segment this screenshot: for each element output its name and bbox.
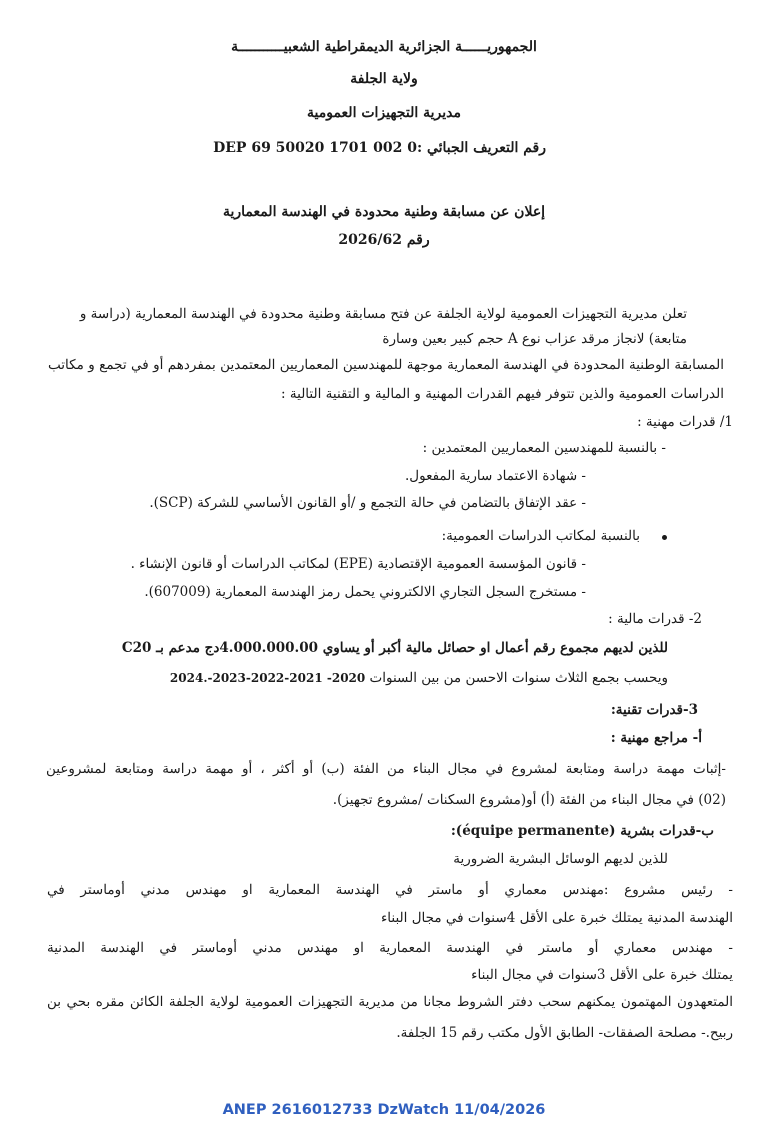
anep-reference: ANEP 2616012733 DzWatch 11/04/2026 xyxy=(222,1102,546,1118)
closing-line-1: المتعهدون المهتمون يمكنهم سحب دفتر الشروط مجانا من مديرية التجهيزات العمومية لولاية الجلفة الكائن مقره بحي بن xyxy=(47,994,733,1010)
intro-line-1: تعلن مديرية التجهيزات العمومية لولاية الجلفة عن فتح مسابقة وطنية محدودة في الهندسة المعمارية (دراسة و xyxy=(79,306,687,322)
professional-references-title: أ- مراجع مهنية : xyxy=(610,730,702,746)
project-head-line-1: - رئيس مشروع :مهندس معماري أو ماستر في الهندسة المعمارية او مهندس مدني أوماستر في xyxy=(47,882,733,898)
project-head-line-2: الهندسة المدنية يمتلك خبرة على الأقل 4سنوات في مجال البناء xyxy=(380,910,733,926)
tax-id: رقم التعريف الجبائي :DEP 69 50020 1701 002 0 xyxy=(213,140,546,156)
announcement-number: رقم 2026/62 xyxy=(338,232,430,248)
engineer-line-2: يمتلك خبرة على الأقل 3سنوات في مجال البناء xyxy=(471,967,733,983)
references-line-1: -إثبات مهمة دراسة ومتابعة لمشروع في مجال البناء من الفئة (ب) أو أكثر ، أو مهمة دراسة ومتابعة لمشروعين xyxy=(46,761,726,777)
intro-line-3: المسابقة الوطنية المحدودة في الهندسة المعمارية موجهة للمهندسين المعماريين المعتمدين بمفردهم أو في تجمع و مكاتب xyxy=(48,357,724,373)
wilaya-heading: ولاية الجلفة xyxy=(350,71,418,87)
partnership-agreement: - عقد الإتفاق بالتضامن في حالة التجمع و /أو القانون الأساسي للشركة (SCP). xyxy=(149,495,586,511)
financial-capacity-line-2 xyxy=(170,669,668,687)
references-line-2: (02) في مجال البناء من الفئة (أ) أو(مشروع السكنات /مشروع تجهيز). xyxy=(332,792,726,808)
directorate-heading: مديرية التجهيزات العمومية xyxy=(307,105,461,121)
human-capacity-title: ب-قدرات بشرية (équipe permanente): xyxy=(450,823,714,839)
public-offices-label: بالنسبة لمكاتب الدراسات العمومية: xyxy=(441,528,640,544)
approval-certificate: - شهادة الاعتماد سارية المفعول. xyxy=(405,468,586,484)
announcement-title: إعلان عن مسابقة وطنية محدودة في الهندسة المعمارية xyxy=(222,204,546,220)
section-3-title: 3-قدرات تقنية: xyxy=(610,702,698,718)
human-capacity-intro: للذين لديهم الوسائل البشرية الضرورية xyxy=(453,851,668,867)
years-text: ويحسب بجمع الثلاث سنوات الاحسن من بين السنوات xyxy=(365,670,668,686)
financial-capacity-line-1: للذين لديهم مجموع رقم أعمال او حصائل مالية أكبر أو يساوي 4.000.000.00دج مدعم بـ C20 xyxy=(121,640,668,656)
section-2-title: 2- قدرات مالية : xyxy=(608,611,702,627)
architects-label: - بالنسبة للمهندسين المعماريين المعتمدين : xyxy=(422,440,666,456)
republic-heading: الجمهوريــــــة الجزائرية الديمقراطية الشعبيـــــــــــة xyxy=(231,39,537,55)
engineer-line-1: - مهندس معماري أو ماستر في الهندسة المعمارية او مهندس مدني أوماستر في الهندسة المدنية xyxy=(47,940,733,956)
closing-line-2: ربيح.- مصلحة الصفقات- الطابق الأول مكتب رقم 15 الجلفة. xyxy=(396,1025,733,1041)
epe-statute: - قانون المؤسسة العمومية الإقتصادية (EPE) لمكاتب الدراسات أو قانون الإنشاء . xyxy=(130,556,586,572)
intro-line-2: متابعة) لانجاز مرقد عزاب نوع A حجم كبير بعين وسارة xyxy=(382,331,687,347)
section-1-title: 1/ قدرات مهنية : xyxy=(637,414,733,430)
years-list: 2020- 2021-2022-2023-.2024 xyxy=(169,671,366,685)
bullet-icon xyxy=(662,535,667,540)
intro-line-4: الدراسات العمومية والذين تتوفر فيهم القدرات المهنية و المالية و التقنية التالية : xyxy=(281,386,724,402)
commerce-register: - مستخرج السجل التجاري الالكتروني يحمل رمز الهندسة المعمارية (607009). xyxy=(144,584,586,600)
